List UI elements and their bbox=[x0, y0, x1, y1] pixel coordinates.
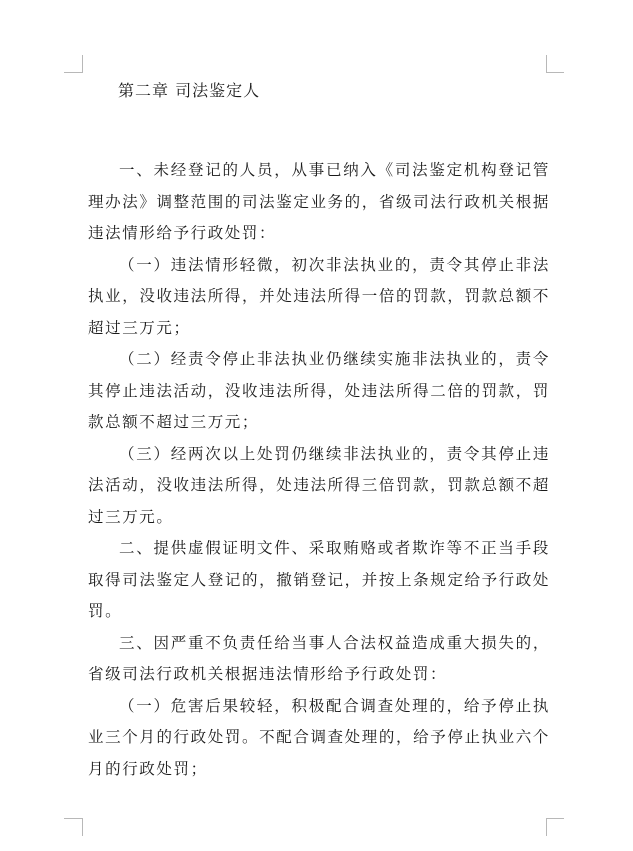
crop-mark-top-right-v bbox=[546, 55, 547, 73]
crop-mark-bottom-left-h bbox=[64, 818, 82, 819]
paragraph-article-2: 二、提供虚假证明文件、采取贿赂或者欺诈等不正当手段取得司法鉴定人登记的，撤销登记，并按上条规定给予行政处罚。 bbox=[88, 539, 550, 620]
paragraph-article-1-item-3: （三）经两次以上处罚仍继续非法执业的，责令其停止违法活动，没收违法所得，处违法所得三倍罚款，罚款总额不超过三万元。 bbox=[88, 444, 550, 526]
document-body bbox=[88, 78, 550, 785]
paragraph-article-3-item-1: （一）危害后果较轻，积极配合调查处理的，给予停止执业三个月的行政处罚。不配合调查处理的，给予停止执业六个月的行政处罚； bbox=[88, 696, 550, 778]
crop-mark-top-right-h bbox=[546, 72, 564, 73]
crop-mark-top-left-h bbox=[64, 72, 82, 73]
crop-mark-bottom-right-h bbox=[546, 818, 564, 819]
crop-mark-bottom-right-v bbox=[546, 818, 547, 836]
crop-mark-bottom-left-v bbox=[82, 818, 83, 836]
chapter-title: 第二章 司法鉴定人 bbox=[118, 81, 261, 100]
spacer bbox=[88, 104, 550, 155]
paragraph-article-1-item-2: （二）经责令停止非法执业仍继续实施非法执业的，责令其停止违法活动，没收违法所得，处违法所得二倍的罚款，罚款总额不超过三万元； bbox=[88, 350, 550, 431]
paragraph-article-3: 三、因严重不负责任给当事人合法权益造成重大损失的，省级司法行政机关根据违法情形给予行政处罚： bbox=[88, 633, 550, 683]
paragraph-article-1-item-1: （一）违法情形轻微，初次非法执业的，责令其停止非法执业，没收违法所得，并处违法所得一倍的罚款，罚款总额不超过三万元； bbox=[88, 255, 550, 337]
paragraph-article-1: 一、未经登记的人员，从事已纳入《司法鉴定机构登记管理办法》调整范围的司法鉴定业务的，省级司法行政机关根据违法情形给予行政处罚： bbox=[88, 161, 550, 242]
crop-mark-top-left-v bbox=[82, 55, 83, 73]
